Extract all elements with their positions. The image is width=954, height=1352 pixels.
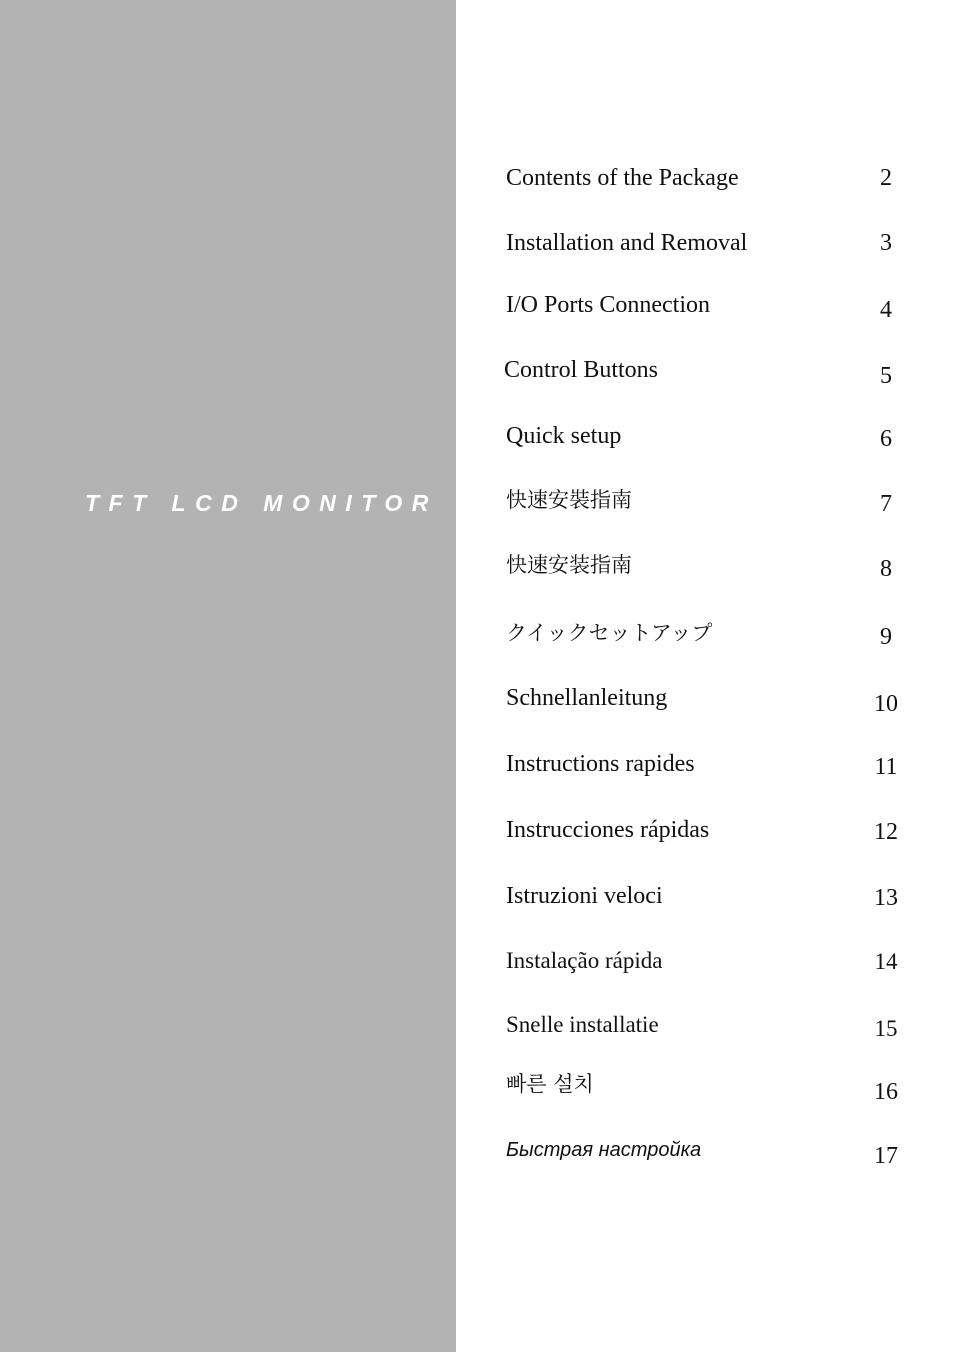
toc-entry-title[interactable]: Instrucciones rápidas [506,817,710,843]
toc-entry-title[interactable]: クイックセットアップ [506,621,713,645]
toc-entry-title[interactable]: Quick setup [506,423,622,449]
toc-entry-title[interactable]: Instalação rápida [506,948,663,973]
toc-entry-title[interactable]: Быстрая настройка [506,1139,702,1161]
toc-entry-page[interactable]: 11 [874,754,898,780]
toc-entry-page[interactable]: 4 [880,297,892,323]
toc-entry-title[interactable]: I/O Ports Connection [506,292,710,318]
toc-entry-title[interactable]: Contents of the Package [506,165,739,191]
toc-entry-title[interactable]: Control Buttons [504,357,659,383]
toc-entry-title[interactable]: Snelle installatie [506,1012,659,1037]
toc-entry-page[interactable]: 3 [880,230,892,256]
toc-entry-title[interactable]: Schnellanleitung [506,685,668,711]
toc-entry-title[interactable]: Installation and Removal [506,230,748,256]
toc-entry-page[interactable]: 14 [874,949,898,974]
toc-entry-page[interactable]: 10 [874,691,898,717]
toc-entry-title[interactable]: Instructions rapides [506,751,695,777]
toc-entry-page[interactable]: 2 [880,165,892,191]
toc-entry-page[interactable]: 9 [880,624,892,650]
toc-entry-page[interactable]: 6 [880,426,892,452]
toc-entry-title[interactable]: Istruzioni veloci [506,883,663,909]
product-title: TFT LCD MONITOR [85,490,438,516]
toc-entry-page[interactable]: 16 [874,1079,898,1105]
toc-entry-title[interactable]: 快速安装指南 [506,553,632,577]
toc-entry-page[interactable]: 7 [880,491,892,517]
toc-entry-page[interactable]: 8 [880,556,892,582]
toc-entry-page[interactable]: 17 [874,1143,898,1169]
toc-entry-page[interactable]: 15 [874,1016,898,1041]
toc-entry-title[interactable]: 快速安裝指南 [506,488,632,512]
toc-entry-page[interactable]: 5 [880,363,892,389]
toc-entry-page[interactable]: 13 [874,885,898,911]
toc-entry-page[interactable]: 12 [874,819,898,845]
toc-entry-title[interactable]: 빠른 설치 [506,1072,594,1096]
